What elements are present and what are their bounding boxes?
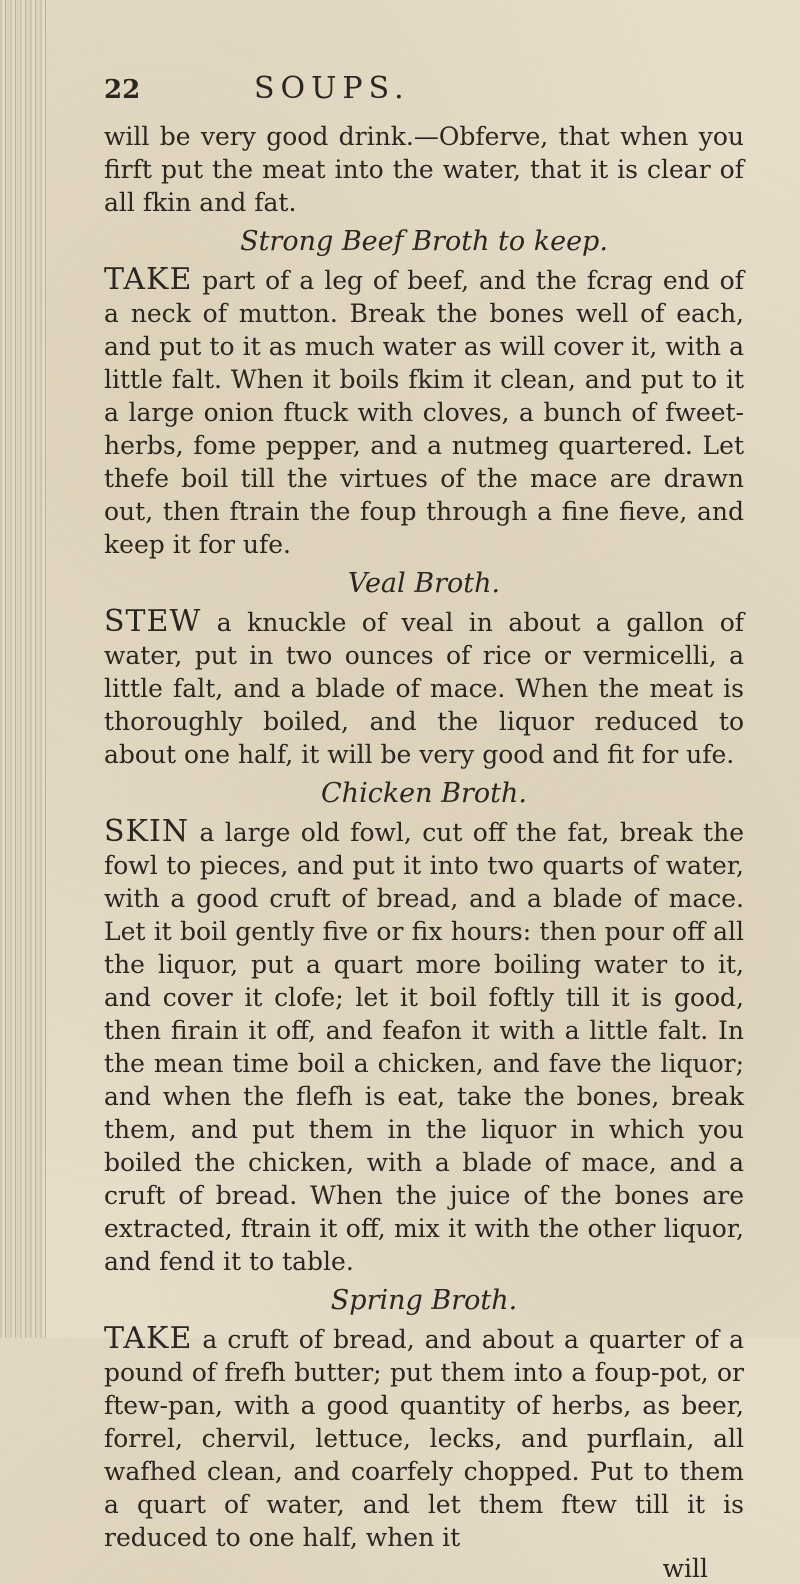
recipe-lead-word: STEW <box>104 604 202 639</box>
intro-paragraph: will be very good drink.—Obferve, that when you firft put the meat into the water, that it is clear of all fkin and fat. <box>104 122 744 217</box>
recipe-text: a large old fowl, cut off the fat, break the fowl to pieces, and put it into two quarts of water, with a good cruft of bread, and a blade of mace. Let it boil gently five or fix hours: then pour off all the liquor, put a quart more boiling water to it, and cover it clofe; let it boil foftly till it is good, then firain it off, and feafon it with a little falt. In the mean time boil a chicken, and fave the liquor; and when the flefh is eat, take the bones, break them, and put them in the liquor in which you boiled the chicken, with a blade of mace, and a cruft of bread. When the juice of the bones are extracted, ftrain it off, mix it with the other liquor, and fend it to table. <box>104 818 744 1276</box>
recipe-title-veal-broth: Veal Broth. <box>347 568 501 599</box>
recipe-lead-word: SKIN <box>104 814 190 849</box>
page-header <box>104 72 744 120</box>
recipe-text: a knuckle of veal in about a gallon of water, put in two ounces of rice or vermicelli, a little falt, and a blade of mace. When the meat is thoroughly boiled, and the liquor reduced to about one half, it will be very good and fit for ufe. <box>104 608 744 769</box>
recipe-title-spring-broth: Spring Broth. <box>330 1285 518 1316</box>
catchword: will <box>662 1554 708 1583</box>
recipe-text: a cruft of bread, and about a quarter of a pound of frefh butter; put them into a foup-pot, or ftew-pan, with a good quantity of herbs, as beer, forrel, chervil, lettuce, lecks, and purflain, all wafhed clean, and coarfely chopped. Put to them a quart of water, and let them ftew till it is reduced to one half, when it <box>104 1325 744 1552</box>
recipe-text: part of a leg of beef, and the fcrag end of a neck of mutton. Break the bones well of each, and put to it as much water as will cover it, with a little falt. When it boils fkim it clean, and put to it a large onion ftuck with cloves, a bunch of fweet-herbs, fome pepper, and a nutmeg quartered. Let thefe boil till the virtues of the mace are drawn out, then ftrain the foup through a fine fieve, and keep it for ufe. <box>104 266 744 559</box>
running-head: SOUPS. <box>254 71 410 106</box>
recipe-lead-word: TAKE <box>104 262 193 297</box>
recipe-title-chicken-broth: Chicken Broth. <box>321 778 527 809</box>
page-number: 22 <box>104 75 141 105</box>
book-page <box>104 72 744 1584</box>
book-binding-edge <box>0 0 46 1338</box>
recipe-lead-word: TAKE <box>104 1321 193 1356</box>
recipe-body-veal-broth <box>104 605 744 771</box>
recipe-title-strong-beef-broth: Strong Beef Broth to keep. <box>240 226 608 257</box>
recipe-body-spring-broth <box>104 1322 744 1554</box>
recipe-body-strong-beef-broth <box>104 263 744 561</box>
recipe-body-chicken-broth <box>104 815 744 1278</box>
